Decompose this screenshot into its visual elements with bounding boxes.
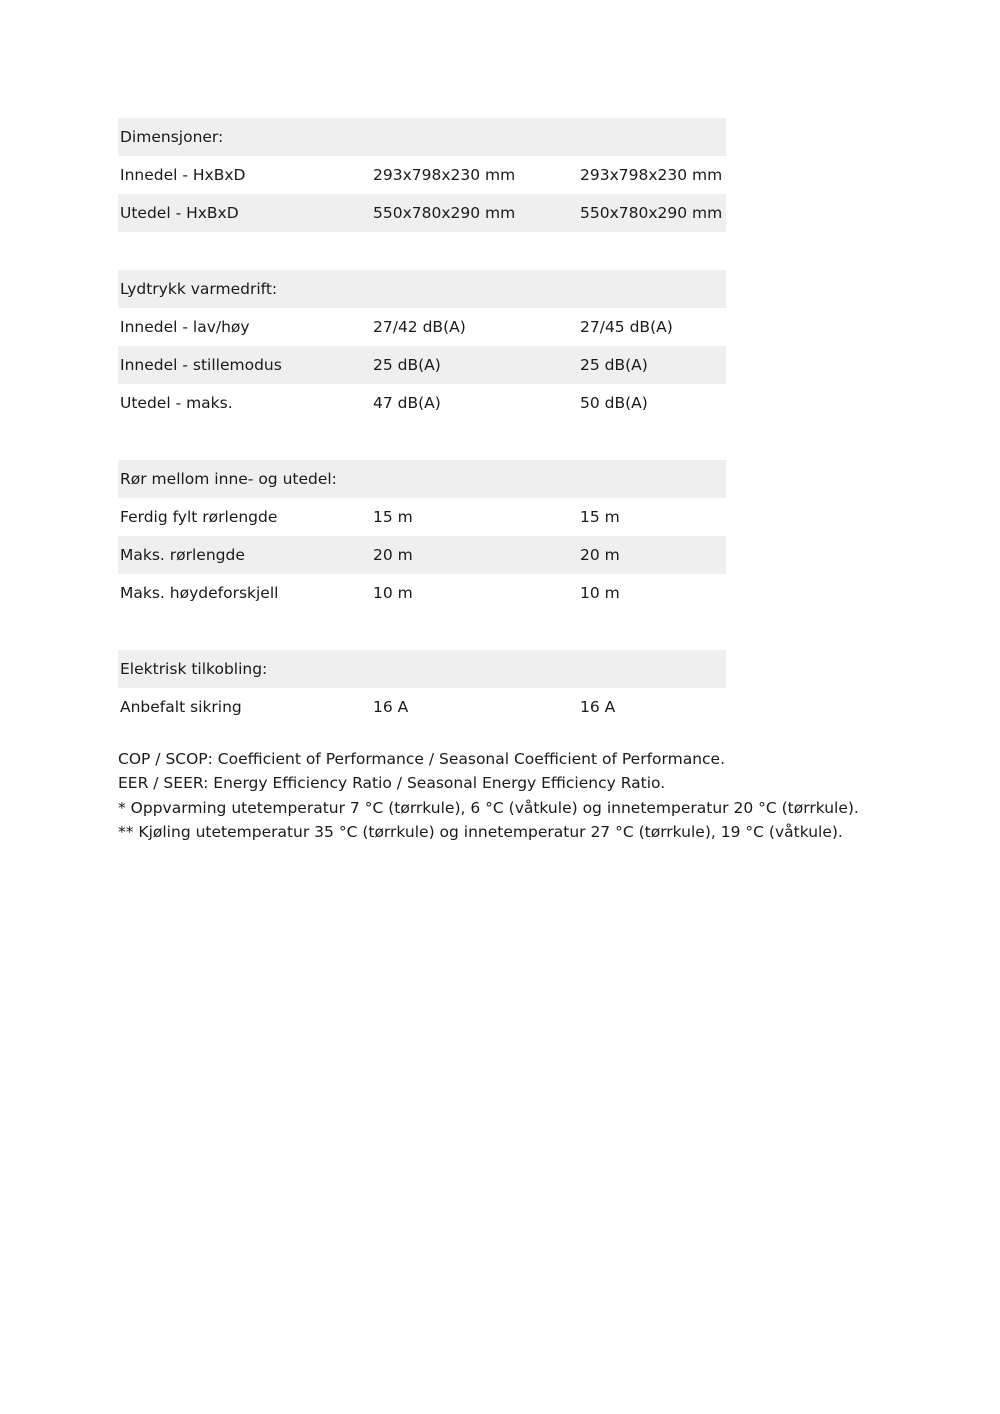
row-value-1: 16 A <box>373 698 409 716</box>
section-electrical <box>118 650 726 726</box>
row-label: Ferdig fylt rørlengde <box>120 508 278 526</box>
table-row <box>118 346 726 384</box>
section-header: Elektrisk tilkobling: <box>120 660 268 678</box>
row-value-2: 25 dB(A) <box>580 356 648 374</box>
table-row <box>118 688 726 726</box>
row-value-1: 293x798x230 mm <box>373 166 516 184</box>
row-value-2: 20 m <box>580 546 620 564</box>
section-dimensions <box>118 118 726 232</box>
table-row <box>118 308 726 346</box>
row-value-2: 27/45 dB(A) <box>580 318 673 336</box>
section-header-row <box>118 118 726 156</box>
row-value-1: 47 dB(A) <box>373 394 441 412</box>
row-value-1: 20 m <box>373 546 413 564</box>
row-value-2: 550x780x290 mm <box>580 204 723 222</box>
row-label: Maks. høydeforskjell <box>120 584 279 602</box>
section-sound-pressure <box>118 270 726 422</box>
section-piping <box>118 460 726 612</box>
row-label: Anbefalt sikring <box>120 698 242 716</box>
section-header: Lydtrykk varmedrift: <box>120 280 278 298</box>
row-label: Utedel - HxBxD <box>120 204 239 222</box>
row-value-1: 15 m <box>373 508 413 526</box>
footnote-line: * Oppvarming utetemperatur 7 °C (tørrkule), 6 °C (våtkule) og innetemperatur 20 °C (tørrkule). <box>118 798 859 817</box>
section-header-row <box>118 650 726 688</box>
table-row <box>118 536 726 574</box>
table-row <box>118 156 726 194</box>
row-value-2: 10 m <box>580 584 620 602</box>
table-row <box>118 384 726 422</box>
section-header-row <box>118 270 726 308</box>
row-label: Innedel - HxBxD <box>120 166 246 184</box>
row-label: Innedel - stillemodus <box>120 356 282 374</box>
footnotes <box>118 747 878 844</box>
table-row <box>118 194 726 232</box>
row-value-2: 50 dB(A) <box>580 394 648 412</box>
row-value-1: 25 dB(A) <box>373 356 441 374</box>
row-value-1: 550x780x290 mm <box>373 204 516 222</box>
footnote-line: COP / SCOP: Coefficient of Performance / Seasonal Coefficient of Performance. <box>118 750 726 768</box>
row-value-2: 15 m <box>580 508 620 526</box>
table-row <box>118 574 726 612</box>
section-header: Dimensjoner: <box>120 128 224 146</box>
row-label: Utedel - maks. <box>120 394 233 412</box>
table-row <box>118 498 726 536</box>
section-header: Rør mellom inne- og utedel: <box>120 470 337 488</box>
row-value-2: 16 A <box>580 698 616 716</box>
section-header-row <box>118 460 726 498</box>
row-value-1: 10 m <box>373 584 413 602</box>
row-label: Innedel - lav/høy <box>120 318 250 336</box>
footnote-line: ** Kjøling utetemperatur 35 °C (tørrkule) og innetemperatur 27 °C (tørrkule), 19 °C (våtkule). <box>118 822 843 841</box>
row-label: Maks. rørlengde <box>120 546 245 564</box>
spec-table <box>118 118 726 764</box>
footnote-line: EER / SEER: Energy Efficiency Ratio / Seasonal Energy Efficiency Ratio. <box>118 774 666 793</box>
row-value-1: 27/42 dB(A) <box>373 318 466 336</box>
row-value-2: 293x798x230 mm <box>580 166 723 184</box>
